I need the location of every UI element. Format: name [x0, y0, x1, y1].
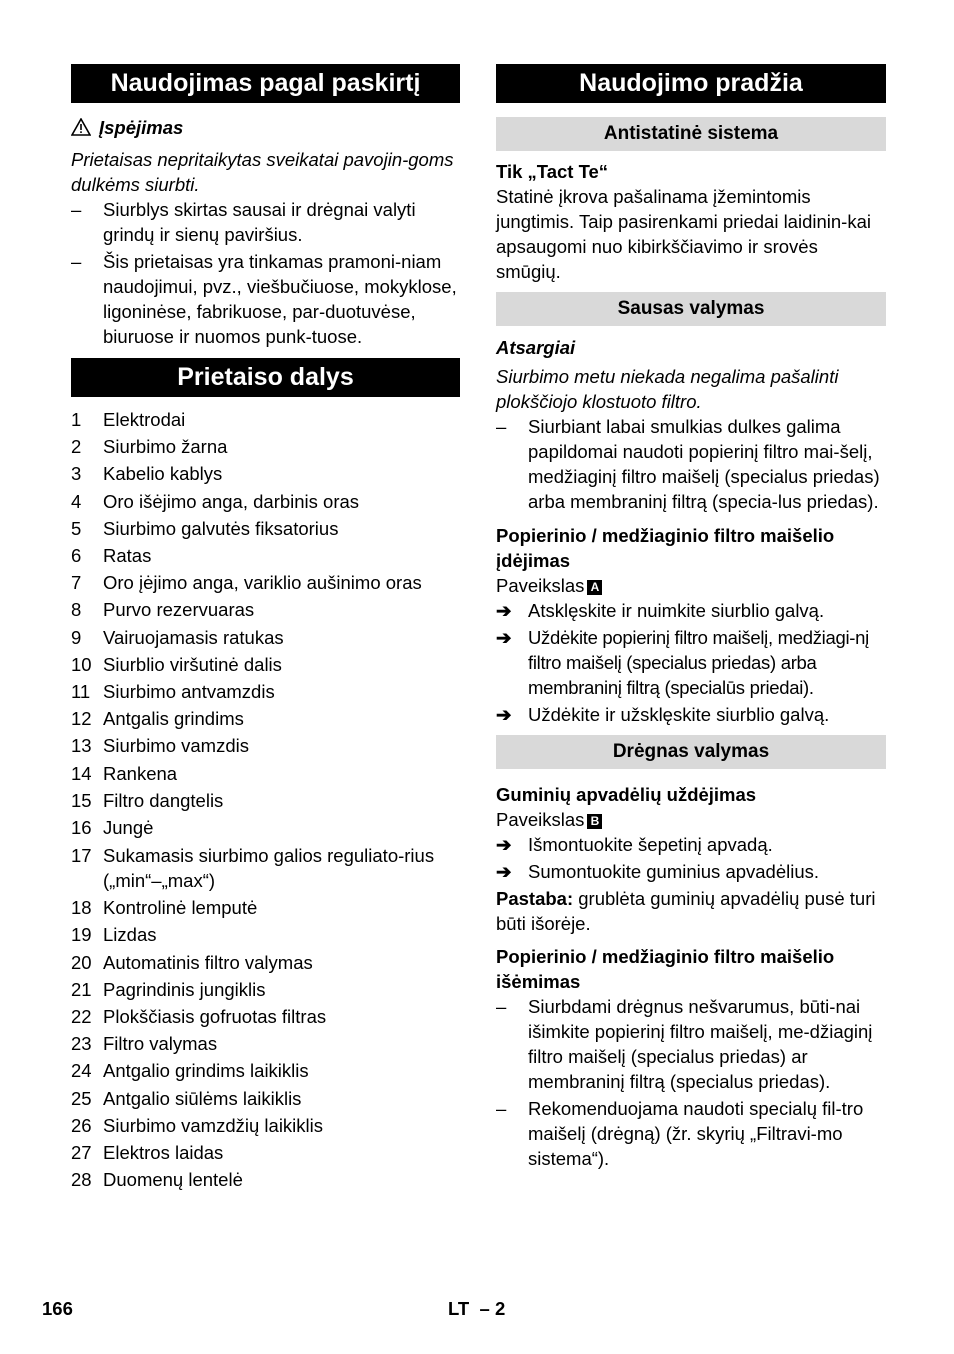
- parts-list-item: [71, 814, 460, 841]
- parts-list-item: [71, 1085, 460, 1112]
- part-label: Kontrolinė lemputė: [103, 897, 258, 919]
- part-label: Purvo rezervuaras: [103, 599, 255, 621]
- parts-list-item: [71, 624, 460, 651]
- parts-list-item: [71, 1166, 460, 1193]
- part-label: Kabelio kablys: [103, 463, 223, 485]
- warning-label: Įspėjimas: [99, 117, 184, 138]
- heading-intended-use: Naudojimas pagal paskirtį: [71, 64, 460, 103]
- part-number: 10: [71, 653, 92, 675]
- part-label: Siurbimo antvamzdis: [103, 681, 275, 703]
- section-dry-cleaning: Sausas valymas: [496, 292, 886, 326]
- parts-list-item: [71, 542, 460, 569]
- part-number: 9: [71, 626, 82, 648]
- part-label: Oro išėjimo anga, darbinis oras: [103, 490, 360, 512]
- section-antistatic: Antistatinė sistema: [496, 117, 886, 151]
- part-number: 6: [71, 545, 82, 567]
- part-number: 20: [71, 951, 92, 973]
- part-label: Duomenų lentelė: [103, 1169, 243, 1191]
- parts-list-item: [71, 651, 460, 678]
- part-label: Siurbimo galvutės fiksatorius: [103, 517, 339, 539]
- right-arrow-icon: ➔: [496, 600, 512, 621]
- part-number: 15: [71, 789, 92, 811]
- parts-list-item: [71, 596, 460, 623]
- parts-list-item: [71, 949, 460, 976]
- part-number: 21: [71, 978, 92, 1000]
- part-number: 7: [71, 572, 82, 594]
- parts-list-item: [71, 515, 460, 542]
- part-label: Elektrodai: [103, 409, 186, 430]
- parts-list-item: [71, 1139, 460, 1166]
- part-number: 3: [71, 463, 82, 485]
- footer-section: LT – 2: [448, 1298, 506, 1319]
- step-item: ➔ Uždėkite popierinį filtro maišelį, medžiagi-nį filtro maišelį (specialus priedas) arba membraninį filtrą (specialūs priedai).: [496, 627, 869, 698]
- part-number: 19: [71, 924, 92, 946]
- warning-triangle-icon: [71, 117, 91, 142]
- parts-list-item: [71, 678, 460, 705]
- parts-list-item: [71, 894, 460, 921]
- parts-list-item: [71, 843, 460, 893]
- heading-start-up: Naudojimo pradžia: [496, 64, 886, 103]
- parts-list-item: [71, 705, 460, 732]
- part-label: Lizdas: [103, 924, 157, 946]
- part-label: Siurbimo žarna: [103, 436, 228, 458]
- page-number: 166: [42, 1298, 73, 1319]
- part-number: 22: [71, 1006, 92, 1028]
- part-number: 2: [71, 436, 82, 458]
- heading-device-parts: Prietaiso dalys: [71, 358, 460, 397]
- right-arrow-icon: ➔: [496, 704, 512, 725]
- part-label: Pagrindinis jungiklis: [103, 978, 266, 1000]
- figure-reference: Paveikslas A: [496, 573, 886, 598]
- part-label: Automatinis filtro valymas: [103, 951, 313, 973]
- part-label: Antgalio grindims laikiklis: [103, 1060, 309, 1082]
- part-number: 26: [71, 1114, 92, 1136]
- right-column: [496, 64, 886, 1171]
- part-label: Vairuojamasis ratukas: [103, 626, 284, 648]
- step-item: ➔ Išmontuokite šepetinį apvadą.: [496, 834, 773, 855]
- part-number: 18: [71, 897, 92, 919]
- left-column: [71, 64, 460, 1193]
- parts-list-item: [71, 787, 460, 814]
- part-number: 14: [71, 762, 92, 784]
- parts-list-item: [71, 1003, 460, 1030]
- part-number: 27: [71, 1142, 92, 1164]
- warning-text: Prietaisas nepritaikytas sveikatai pavojin-goms dulkėms siurbti.: [71, 149, 454, 195]
- antistatic-text: Statinė įkrova pašalinama įžemintomis jungtimis. Taip pasirenkami priedai laidinin-kai apsaugomi nuo kibirkščiavimo ir srovės smūgių.: [496, 186, 871, 282]
- right-arrow-icon: ➔: [496, 834, 512, 855]
- part-number: 17: [71, 845, 92, 867]
- part-label: Filtro dangtelis: [103, 789, 224, 811]
- warning-heading: [71, 115, 460, 142]
- part-number: 12: [71, 708, 92, 730]
- subheading-insert-bag: Popierinio / medžiaginio filtro maišelio įdėjimas: [496, 525, 835, 571]
- caution-label: Atsargiai: [496, 337, 576, 358]
- part-number: 5: [71, 517, 82, 539]
- list-item: – Siurblys skirtas sausai ir drėgnai valyti grindų ir sienų paviršius.: [71, 199, 416, 245]
- part-number: 28: [71, 1169, 92, 1191]
- part-number: 1: [71, 409, 82, 430]
- right-arrow-icon: ➔: [496, 627, 512, 648]
- parts-list-item: [71, 760, 460, 787]
- part-label: Rankena: [103, 762, 178, 784]
- parts-list-item: [71, 732, 460, 759]
- figure-b-badge: B: [587, 814, 602, 829]
- part-number: 4: [71, 490, 82, 512]
- note: Pastaba: grublėta guminių apvadėlių pusė turi būti išorėje.: [496, 888, 876, 934]
- part-number: 16: [71, 817, 92, 839]
- parts-list-item: [71, 406, 460, 433]
- right-arrow-icon: ➔: [496, 861, 512, 882]
- parts-list-item: [71, 1030, 460, 1057]
- part-label: Ratas: [103, 545, 152, 567]
- part-number: 23: [71, 1033, 92, 1055]
- part-label: Plokščiasis gofruotas filtras: [103, 1006, 327, 1028]
- part-number: 25: [71, 1087, 92, 1109]
- part-label: Filtro valymas: [103, 1033, 218, 1055]
- part-label: Siurbimo vamzdis: [103, 735, 249, 757]
- part-label: Elektros laidas: [103, 1142, 224, 1164]
- note-label: Pastaba:: [496, 888, 574, 909]
- parts-list-item: [71, 460, 460, 487]
- parts-list: [71, 406, 460, 1193]
- parts-list-item: [71, 433, 460, 460]
- part-label: Oro įėjimo anga, variklio aušinimo oras: [103, 572, 422, 594]
- list-item: – Siurbdami drėgnus nešvarumus, būti-nai išimkite popierinį filtro maišelį, me-džiaginį filtro maišelį (specialus priedas) ar membraninį filtrą (specialus priedas).: [496, 996, 873, 1092]
- part-label: Jungė: [103, 817, 154, 839]
- parts-list-item: [71, 569, 460, 596]
- part-number: 24: [71, 1060, 92, 1082]
- part-label: Antgalio siūlėms laikiklis: [103, 1087, 302, 1109]
- parts-list-item: [71, 1112, 460, 1139]
- list-item: – Rekomenduojama naudoti specialų fil-tro maišelį (drėgną) (žr. skyrių „Filtravi-mo sistema“).: [496, 1098, 864, 1169]
- part-number: 11: [71, 681, 91, 703]
- subheading-remove-bag: Popierinio / medžiaginio filtro maišelio išėmimas: [496, 946, 835, 992]
- part-number: 13: [71, 735, 92, 757]
- parts-list-item: [71, 1057, 460, 1084]
- part-number: 8: [71, 599, 82, 621]
- part-label: Sukamasis siurbimo galios reguliato-rius („min“–„max“): [103, 845, 435, 892]
- step-item: ➔ Atsklęskite ir nuimkite siurblio galvą.: [496, 600, 825, 621]
- section-wet-cleaning: Drėgnas valymas: [496, 735, 886, 769]
- parts-list-item: [71, 976, 460, 1003]
- part-label: Antgalis grindims: [103, 708, 244, 730]
- subheading-rubber-strips: Guminių apvadėlių uždėjimas: [496, 784, 757, 805]
- parts-list-item: [71, 488, 460, 515]
- step-item: ➔ Uždėkite ir užsklęskite siurblio galvą.: [496, 704, 830, 725]
- step-item: ➔ Sumontuokite guminius apvadėlius.: [496, 861, 820, 882]
- part-label: Siurbimo vamzdžių laikiklis: [103, 1114, 324, 1136]
- subheading-tact: Tik „Tact Te“: [496, 161, 609, 182]
- list-item: – Siurbiant labai smulkias dulkes galima papildomai naudoti popierinį filtro mai-šelį, medžiaginį filtro maišelį (specialus priedas) arba membraninį filtrą (specia-lus priedas).: [496, 416, 880, 512]
- figure-reference: Paveikslas B: [496, 807, 886, 832]
- list-item: – Šis prietaisas yra tinkamas pramoni-niam naudojimui, pvz., viešbučiuose, mokyklose, ligoninėse, fabrikuose, par-duotuvėse, biuruose ir nuomos punk-tuose.: [71, 251, 457, 347]
- parts-list-item: [71, 921, 460, 948]
- caution-text: Siurbimo metu niekada negalima pašalinti plokščiojo klostuoto filtro.: [496, 366, 839, 412]
- part-label: Siurblio viršutinė dalis: [103, 653, 282, 675]
- figure-a-badge: A: [587, 580, 602, 595]
